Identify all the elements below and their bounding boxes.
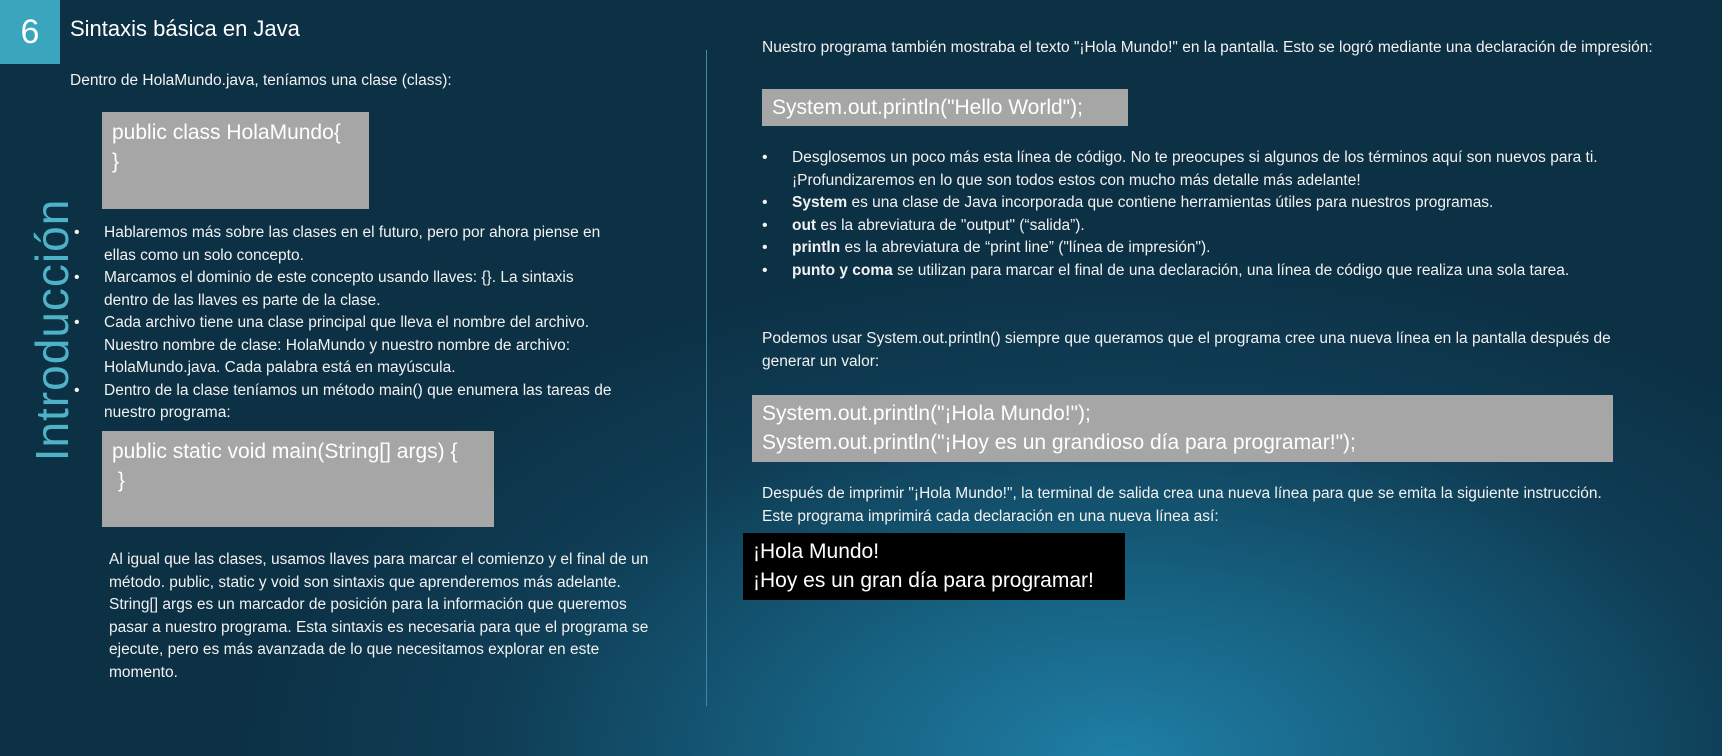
println-code-block bbox=[752, 395, 1613, 462]
terminal-output bbox=[743, 533, 1125, 600]
bullet-text: es la abreviatura de “print line” ("línea de impresión"). bbox=[840, 239, 1211, 256]
bullet-term: punto y coma bbox=[792, 261, 893, 279]
println-note: Podemos usar System.out.println() siempre que queramos que el programa cree una nueva línea en la pantalla después de generar un valor: bbox=[762, 330, 1611, 370]
section-label: Introducción bbox=[26, 198, 78, 462]
page-number: 6 bbox=[0, 0, 60, 64]
bullet-term: out bbox=[792, 216, 817, 234]
after-print-note: Después de imprimir "¡Hola Mundo!", la terminal de salida crea una nueva línea para que se emita la siguiente instrucción. Este programa imprimirá cada declaración en una nueva línea así: bbox=[762, 485, 1602, 525]
bullet-item: • Dentro de la clase teníamos un método main() que enumera las tareas de nuestro programa: bbox=[104, 380, 614, 425]
right-bullet-list bbox=[792, 147, 1622, 282]
code-line: } bbox=[112, 469, 125, 492]
slide-title: Sintaxis básica en Java bbox=[70, 16, 300, 41]
bullet-item bbox=[792, 260, 1622, 283]
left-intro: Dentro de HolaMundo.java, teníamos una clase (class): bbox=[70, 72, 452, 89]
code-line: public static void main(String[] args) { bbox=[112, 440, 458, 463]
output-line: ¡Hola Mundo! bbox=[753, 540, 880, 563]
column-divider bbox=[706, 50, 707, 706]
bullet-item: • Cada archivo tiene una clase principal que lleva el nombre del archivo. Nuestro nombre de clase: HolaMundo y nuestro nombre de archivo: HolaMundo.java. Cada palabra está en mayúscula. bbox=[104, 312, 614, 380]
bullet-term: System bbox=[792, 194, 848, 211]
code-line: public class HolaMundo{ bbox=[112, 121, 341, 144]
left-bullet-list bbox=[104, 222, 614, 425]
bullet-item bbox=[792, 237, 1622, 260]
bullet-item bbox=[792, 215, 1622, 238]
right-intro: Nuestro programa también mostraba el texto "¡Hola Mundo!" en la pantalla. Esto se logró mediante una declaración de impresión: bbox=[762, 39, 1653, 56]
code-line: System.out.println("¡Hoy es un grandioso día para programar!"); bbox=[762, 431, 1356, 454]
main-method-code-block bbox=[102, 431, 494, 527]
bullet-text: Desglosemos un poco más esta línea de código. No te preocupes si algunos de los términos aquí son nuevos para ti. ¡Profundizaremos en lo que son todos estos con mucho más detalle más adelante! bbox=[792, 149, 1598, 189]
bullet-text: se utilizan para marcar el final de una declaración, una línea de código que realiza una sola tarea. bbox=[892, 261, 1570, 279]
print-code-block bbox=[762, 89, 1128, 126]
output-line: ¡Hoy es un gran día para programar! bbox=[753, 569, 1094, 592]
bullet-item: • Marcamos el dominio de este concepto usando llaves: {}. La sintaxis dentro de las llaves es parte de la clase. bbox=[104, 267, 614, 312]
bullet-text: es la abreviatura de "output" (“salida”). bbox=[816, 216, 1085, 234]
bullet-text: es una clase de Java incorporada que contiene herramientas útiles para nuestros programas. bbox=[847, 194, 1494, 211]
bullet-item: • Hablaremos más sobre las clases en el futuro, pero por ahora piense en ellas como un solo concepto. bbox=[104, 222, 614, 267]
code-line: System.out.println("¡Hola Mundo!"); bbox=[762, 402, 1091, 425]
class-code-block bbox=[102, 112, 369, 209]
bullet-item bbox=[792, 192, 1622, 215]
bullet-item bbox=[792, 147, 1622, 192]
bullet-term: println bbox=[792, 239, 841, 256]
left-closing-paragraph: Al igual que las clases, usamos llaves para marcar el comienzo y el final de un método. public, static y void son sintaxis que aprenderemos más adelante. String[] args es un marcador de posición para la información que queremos pasar a nuestro programa. Esta sintaxis es necesaria para que el programa se ejecute, pero es más avanzada de lo que necesitamos explorar en este momento. bbox=[109, 551, 649, 681]
code-line: System.out.println("Hello World"); bbox=[772, 96, 1083, 119]
code-line: } bbox=[112, 150, 120, 173]
